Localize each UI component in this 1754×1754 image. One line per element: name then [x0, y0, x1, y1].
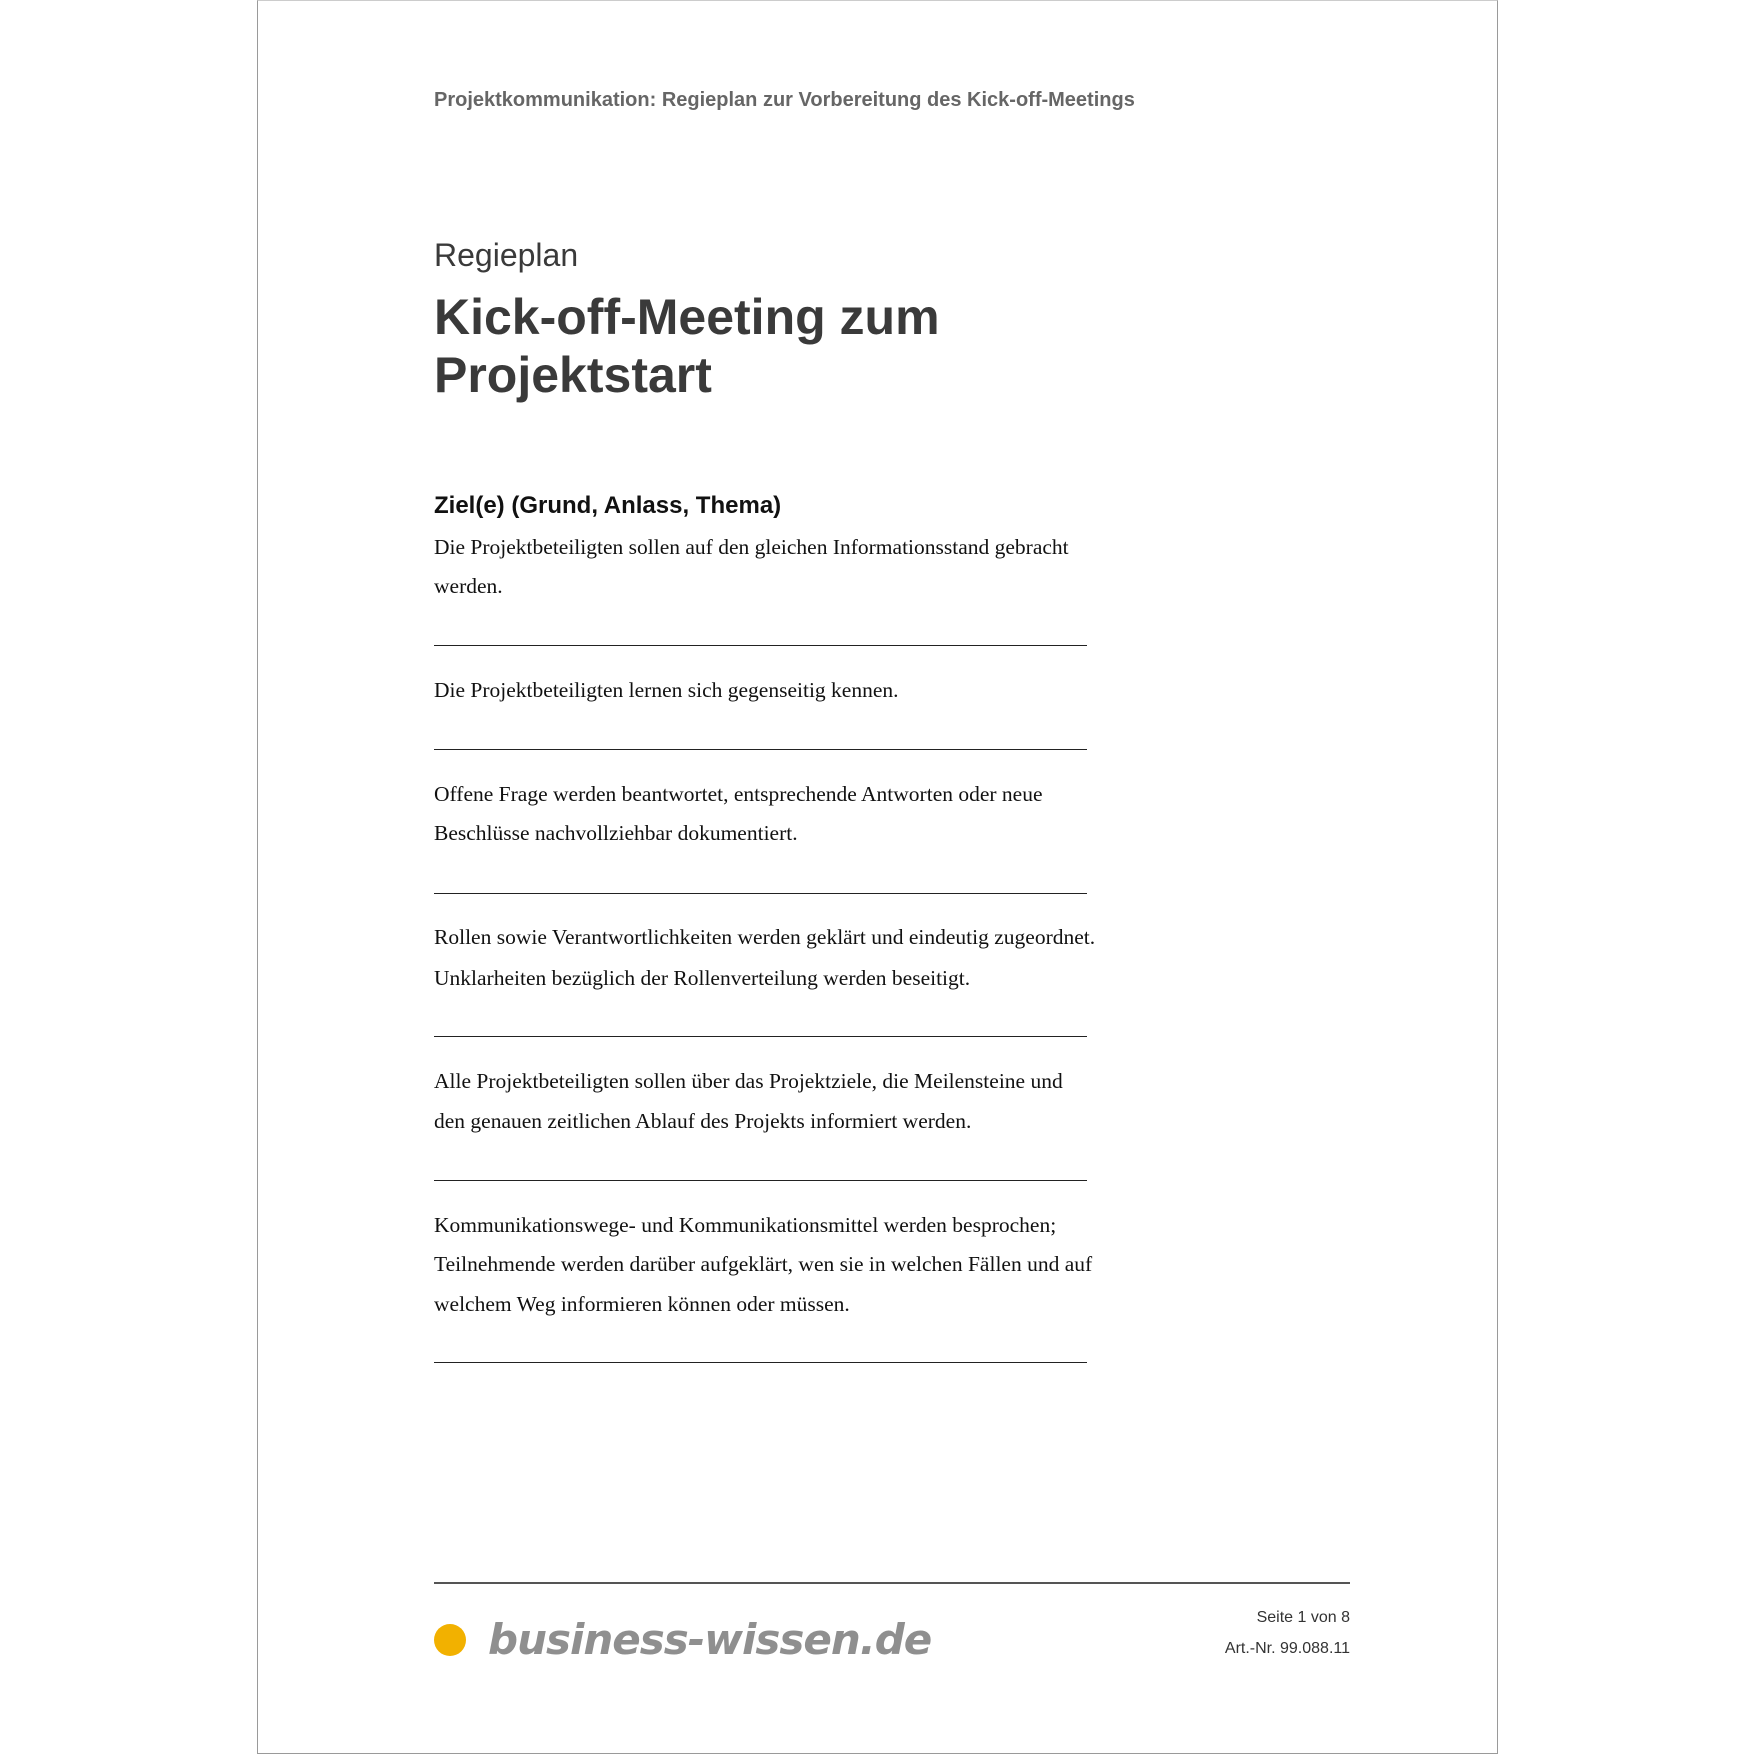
title-line: Kick-off-Meeting zum	[434, 289, 940, 345]
goal-text: Unklarheiten bezüglich der Rollenverteilung werden beseitigt.	[434, 966, 971, 990]
running-header: Projektkommunikation: Regieplan zur Vorbereitung des Kick-off-Meetings	[434, 89, 1135, 111]
fill-in-line	[434, 1362, 1087, 1363]
goal-text: Die Projektbeteiligten sollen auf den gleichen Informationsstand gebracht	[434, 535, 1069, 559]
goal-text: Beschlüsse nachvollziehbar dokumentiert.	[434, 821, 798, 845]
article-number: Art.-Nr. 99.088.11	[1224, 1640, 1350, 1657]
section-heading: Ziel(e) (Grund, Anlass, Thema)	[434, 492, 782, 519]
brand-logo: business-wissen.de	[488, 1615, 932, 1664]
goal-text: Die Projektbeteiligten lernen sich gegenseitig kennen.	[434, 678, 899, 702]
goal-text: Kommunikationswege- und Kommunikationsmittel werden besprochen;	[434, 1213, 1057, 1237]
goal-text: welchem Weg informieren können oder müssen.	[434, 1292, 850, 1316]
goal-text: den genauen zeitlichen Ablauf des Projekts informiert werden.	[434, 1109, 972, 1133]
goal-text: Rollen sowie Verantwortlichkeiten werden geklärt und eindeutig zugeordnet.	[434, 925, 1096, 949]
logo-dot-icon	[434, 1624, 466, 1656]
fill-in-line	[434, 645, 1087, 646]
page-number: Seite 1 von 8	[1256, 1609, 1350, 1626]
goal-text: werden.	[434, 574, 503, 598]
goal-text: Teilnehmende werden darüber aufgeklärt, wen sie in welchen Fällen und auf	[434, 1252, 1093, 1276]
goal-text: Offene Frage werden beantwortet, entsprechende Antworten oder neue	[434, 782, 1043, 806]
fill-in-line	[434, 1180, 1087, 1181]
footer-divider	[434, 1582, 1350, 1584]
goal-text: Alle Projektbeteiligten sollen über das Projektziele, die Meilensteine und	[434, 1069, 1063, 1093]
fill-in-line	[434, 1036, 1087, 1037]
document-subtitle: Regieplan	[434, 237, 579, 273]
document-title	[434, 288, 940, 404]
fill-in-line	[434, 749, 1087, 750]
title-line: Projektstart	[434, 347, 712, 403]
fill-in-line	[434, 893, 1087, 894]
